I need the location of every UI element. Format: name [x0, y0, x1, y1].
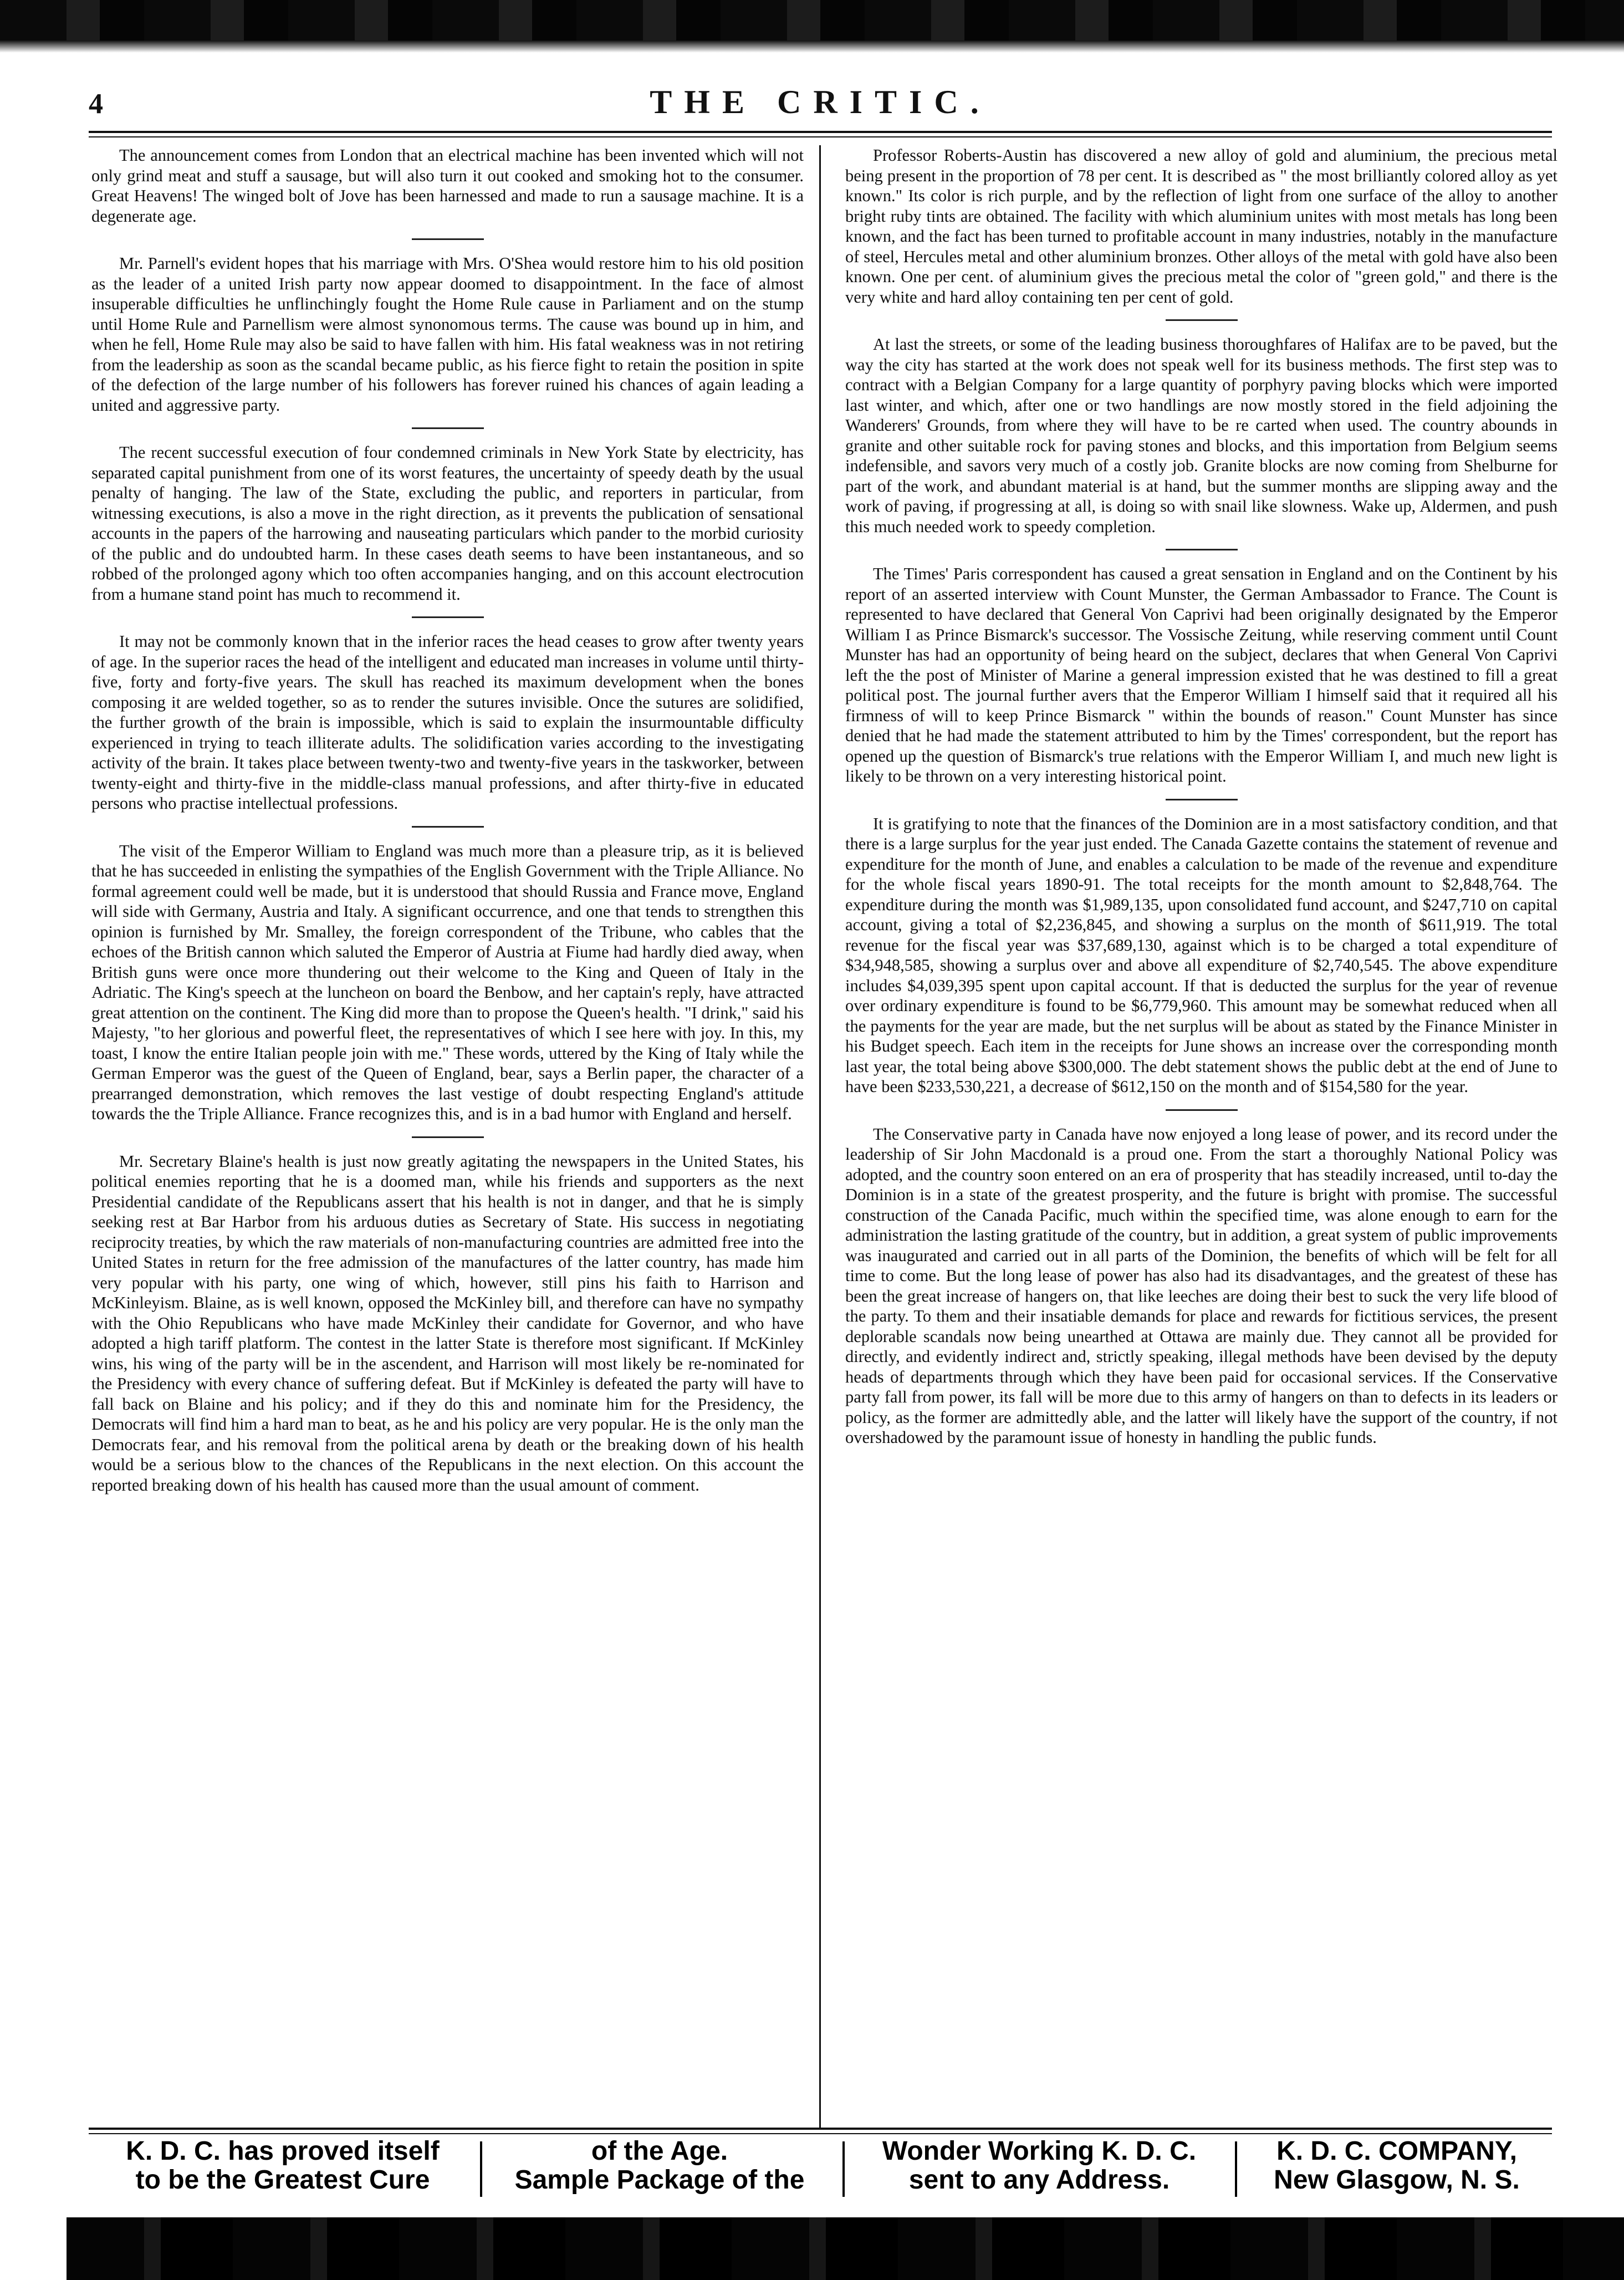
article-electrocution: The recent successful execution of four condemned criminals in New York State by electricity, has separated capital punishment from one of its worst features, the uncertainty of speedy death by the usual penalty of hanging. The law of the State, excluding the public, and reporters in particular, from witnessing executions, is also a move in the right direction, as it prevents the publication of sensational accounts in the papers of the harrowing and nauseating particulars which pander to the morbid curiosity of the public and do undoubted harm. In these cases death seems to have been instantaneous, and so robbed of the prolonged agony which too often accompanies hanging, and on this account electrocution from a humane stand point has much to recommend it.	[91, 443, 804, 604]
ad-line: New Glasgow, N. S.	[1274, 2165, 1520, 2195]
article-separator	[412, 238, 484, 240]
ad-divider	[842, 2141, 845, 2197]
article-separator	[1166, 319, 1238, 321]
ad-line: K. D. C. COMPANY,	[1276, 2136, 1517, 2166]
ad-line: Wonder Working K. D. C.	[882, 2136, 1197, 2166]
left-column	[91, 145, 804, 1495]
article-times-munster: The Times' Paris correspondent has caused a great sensation in England and on the Continent by his report of an asserted interview with Count Munster, the German Ambassador to France. The Count is represented to have declared that General Von Caprivi had been originally designated by the Emperor William I as Prince Bismarck's successor. The Vossische Zeitung, while reserving comment until Count Munster has had an opportunity of being heard on the subject, declares that when General Von Caprivi left the the post of Minister of Marine a general impression existed that he was destined to fill a great political post. The journal further avers that the Emperor William I himself said that it required all his firmness of will to keep Prince Bismarck " within the bounds of reason." Count Munster has since denied that he had made the statement attributed to him by the Times' correspondent, but the report has opened up the question of Bismarck's true relations with the Emperor William I, and much new light is likely to be thrown on a very interesting historical point.	[845, 564, 1557, 785]
article-sausage-machine: The announcement comes from London that an electrical machine has been invented which will not only grind meat and stuff a sausage, but will also turn it out cooked and smoking hot to the consumer. Great Heavens! The winged bolt of Jove has been harnessed and made to run a sausage machine. It is a degenerate age.	[91, 146, 804, 226]
article-parnell: Mr. Parnell's evident hopes that his marriage with Mrs. O'Shea would restore him to his old position as the leader of a united Irish party now appear doomed to disappointment. In the face of almost insuperable difficulties he unflinchingly fought the Home Rule cause in Parliament and on the stump until Home Rule and Parnellism were almost synonomous terms. The cause was bound up in him, and when he fell, Home Rule may also be said to have fallen with him. His fatal weakness was in not retiring from the leadership as soon as the scandal became public, as his fierce fight to retain the position in spite of the defection of the large number of his followers has forever ruined his chances of again leading a united and aggressive party.	[91, 254, 804, 415]
ad-line: Sample Package of the	[514, 2165, 805, 2195]
ad-kdc-company	[1242, 2137, 1552, 2198]
article-blaine-health: Mr. Secretary Blaine's health is just now greatly agitating the newspapers in the United States, his political enemies reporting that he is a doomed man, while his friends and supporters as the next Presidential candidate of the Republicans assert that his health is not in danger, and that he is simply seeking rest at Bar Harbor from his arduous duties as Secretary of State. His success in negotiating reciprocity treaties, by which the raw materials of non-manufacturing countries are admitted free into the United States in return for the free admission of the manufactures of the latter country, has made him very popular with his party, one wing of which, however, still pins his faith to Harrison and McKinleyism. Blaine, as is well known, opposed the McKinley bill, and therefore can have no sympathy with the Ohio Republicans who have made McKinley their candidate for Governor, and who have adopted a high tariff platform. The contest in the latter State is therefore most significant. If McKinley wins, his wing of the party will be in the ascendent, and Harrison will most likely be re-nominated for the Presidency with every chance of suffering defeat. But if McKinley is defeated the party will have to fall back on Blaine and his policy; and if they do this and nominate him for the Presidency, the Democrats will find him a hard man to beat, as he and his policy are very popular. He is the only man the Democrats fear, and his removal from the political arena by death or the breaking down of his health would be a serious blow to the chances of the Republicans in the next election. On this account the reported breaking down of his health has caused more than the usual amount of comment.	[91, 1151, 804, 1495]
ad-divider	[1235, 2141, 1237, 2197]
article-skull-growth: It may not be commonly known that in the inferior races the head ceases to grow after twenty years of age. In the superior races the head of the intelligent and educated man increases in volume until thirty-five, forty and forty-five years. The skull has reached its maximum development when the bones composing it are welded together, so as to render the sutures invisible. Once the sutures are solidified, the further growth of the brain is impossible, which is said to explain the insurmountable difficulty experienced in trying to teach illiterate adults. The solidification varies according to the investigating activity of the brain. It takes place between twenty-two and twenty-five years in the taskworker, between twenty-eight and thirty-five in the middle-class manual professions, and after thirty-five in educated persons who practise intellectual professions.	[91, 632, 804, 813]
article-separator	[412, 826, 484, 828]
article-separator	[412, 427, 484, 429]
masthead-title: THE CRITIC.	[650, 84, 991, 120]
article-halifax-paving: At last the streets, or some of the leading business thoroughfares of Halifax are to be paved, but the way the city has started at the work does not speak well for its business methods. The first step was to contract with a Belgian Company for a large quantity of porphyry paving blocks which were imported last winter, and which, after one or two handlings are now mostly stored in the field adjoining the Wanderers' Grounds, from where they will have to be re carted when used. The country abounds in granite and other suitable rock for paving stones and blocks, and this importation from Belgium seems indefensible, and savors very much of a costly job. Granite blocks are now coming from Shelburne for part of the work, and abundant material is at hand, but the summer months are slipping away and the work of paving, if progressing at all, is doing so with snail like slowness. Wake up, Aldermen, and push this much needed work to speedy completion.	[845, 335, 1557, 536]
advertisement-strip	[89, 2137, 1552, 2204]
article-separator	[1166, 1109, 1238, 1111]
page-header	[89, 83, 1552, 133]
page-number: 4	[89, 88, 103, 120]
ad-line: K. D. C. has proved itself	[126, 2136, 440, 2166]
column-divider	[819, 145, 821, 2130]
article-conservative-party: The Conservative party in Canada have now enjoyed a long lease of power, and its record under the leadership of Sir John Macdonald is a proud one. From the start a thoroughly National Policy was adopted, and the country soon entered on an era of prosperity that has steadily increased, until to-day the Dominion is in a state of the greatest prosperity, and the future is bright with promise. The successful construction of the Canada Pacific, much within the specified time, was alone enough to earn for the administration the lasting gratitude of the country, but in addition, a great system of public improvements was inaugurated and carried out in all parts of the Dominion, the benefits of which will be felt for all time to come. But the long lease of power has also had its disadvantages, and the greatest of these has been the great increase of hangers on, that like leeches are doing their best to suck the very life blood of the party. To them and their insatiable demands for place and rewards for fictitious services, the present deplorable scandals now being unearthed at Ottawa are mainly due. They cannot all be provided for directly, and evidently indirect and, strictly speaking, illegal methods have been devised by the deputy heads of departments through which they have been paid for occasional services. If the Conservative party fall from power, its fall will be more due to this army of hangers on than to defects in its leaders or policy, as the former are admittedly able, and the latter will likely have the support of the country, if not overshadowed by the paramount issue of honesty in handling the public funds.	[845, 1124, 1557, 1447]
ad-kdc-cure	[89, 2137, 477, 2198]
article-separator	[1166, 799, 1238, 800]
article-dominion-finances: It is gratifying to note that the finances of the Dominion are in a most satisfactory condition, and that there is a large surplus for the year just ended. The Canada Gazette contains the statement of revenue and expenditure for the month of June, and enables a calculation to be made of the revenue and expenditure for the whole fiscal years 1890-91. The total receipts for the month amount to $2,848,764. The expenditure during the month was $1,989,135, upon consolidated fund account, and $247,710 on capital account, giving a total of $2,236,845, and showing a surplus on the month of $611,919. The total revenue for the fiscal year was $37,689,130, against which is to be charged a total expenditure of $34,948,585, showing a surplus over and above all expenditure of $2,740,545. The above expenditure includes $4,039,395 spent upon capital account. If that is deducted the surplus for the year of revenue over ordinary expenditure is found to be $6,779,960. This amount may be somewhat reduced when all the payments for the year are made, but the net surplus will be about as stated by the Finance Minister in his Budget speech. Each item in the receipts for June shows an increase over the corresponding month last year, the total being above $300,000. The debt statement shows the public debt at the end of June to have been $233,530,221, a decrease of $612,150 on the month and of $154,580 for the year.	[845, 814, 1557, 1096]
header-rule-thin	[89, 136, 1552, 137]
article-separator	[412, 1136, 484, 1138]
ad-kdc-sample	[482, 2137, 837, 2198]
ads-rule	[89, 2128, 1552, 2130]
ad-kdc-wonder	[848, 2137, 1230, 2198]
scan-bottom-border	[67, 2217, 1624, 2280]
ad-line: sent to any Address.	[908, 2165, 1170, 2195]
article-emperor-visit: The visit of the Emperor William to England was much more than a pleasure trip, as it is believed that he has succeeded in enlisting the sympathies of the English Government with the Triple Alliance. No formal agreement could well be made, but it is understood that should Russia and France move, England will side with Germany, Austria and Italy. A significant occurrence, and one that tends to strengthen this opinion is furnished by Mr. Smalley, the foreign correspondent of the Tribune, who cables that the echoes of the British cannon which saluted the Emperor of Austria at Fiume had hardly died away, when British guns were once more thundering out their welcome to the King and Queen of Italy in the Adriatic. The King's speech at the luncheon on board the Benbow, and her captain's reply, have attracted great attention on the continent. The King did more than to propose the Queen's health. "I drink," said his Majesty, "to her glorious and powerful fleet, the representatives of which I see here with joy. In this, my toast, I know the entire Italian people join with me." These words, uttered by the King of Italy while the German Emperor was the guest of the Queen of England, bear, says a Berlin paper, the character of a prearranged demonstration, which removes the last vestige of doubt respecting England's attitude towards the the Triple Alliance. France recognizes this, and is in a bad humor with England and herself.	[91, 841, 804, 1123]
scan-top-border	[0, 0, 1624, 53]
right-column	[845, 145, 1557, 1448]
article-gold-alloy: Professor Roberts-Austin has discovered a new alloy of gold and aluminium, the precious metal being present in the proportion of 78 per cent. It is described as " the most brilliantly colored alloy as yet known." Its color is rich purple, and by the reflection of light from one surface of the alloy to another bright ruby tints are obtained. The facility with which aluminium unites with most metals has long been known, and the fact has been turned to profitable account in many industries, notably in the manufacture of steel, Hercules metal and other aluminium bronzes. Other alloys of the metal with gold have also been known. One per cent. of aluminium gives the precious metal the color of "green gold," and there is the very white and hard alloy containing ten per cent of gold.	[845, 146, 1557, 307]
article-separator	[412, 616, 484, 618]
header-rule	[89, 131, 1552, 133]
ad-line: to be the Greatest Cure	[135, 2165, 430, 2195]
ad-line: of the Age.	[591, 2136, 728, 2166]
article-separator	[1166, 549, 1238, 550]
ads-rule-thin	[89, 2133, 1552, 2134]
